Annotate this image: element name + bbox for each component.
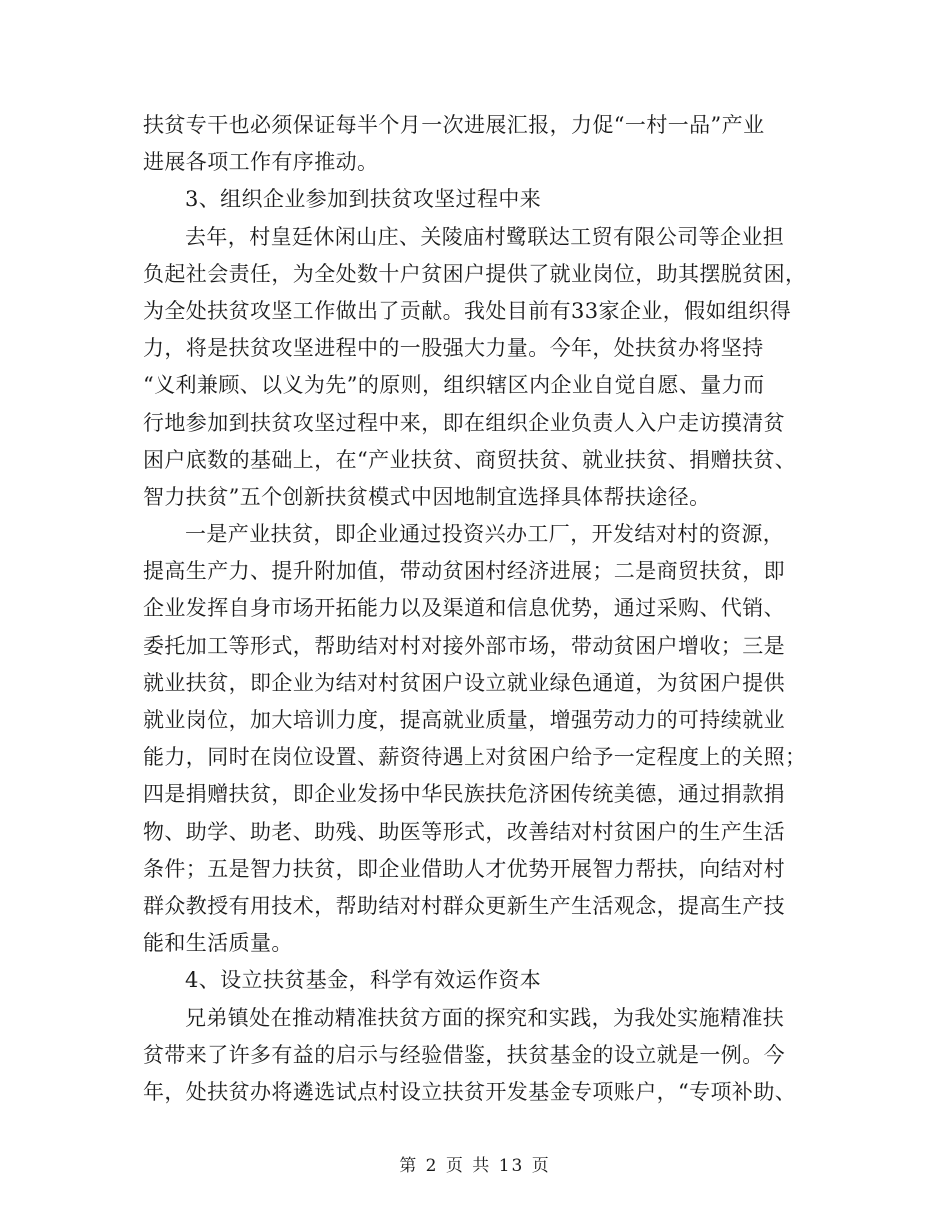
text-line: 企业发挥自身市场开拓能力以及渠道和信息优势，通过采购、代销、	[143, 596, 785, 621]
text-line: 四是捐赠扶贫，即企业发扬中华民族扶危济困传统美德，通过捐款捐	[143, 782, 785, 807]
text-line: “义利兼顾、以义为先”的原则，组织辖区内企业自觉自愿、量力而	[143, 373, 765, 398]
text-line: 提高生产力、提升附加值，带动贫困村经济进展；二是商贸扶贫，即	[143, 559, 785, 584]
text-line: 贫带来了许多有益的启示与经验借鉴，扶贫基金的设立就是一例。今	[143, 1042, 785, 1067]
text-line: 智力扶贫”五个创新扶贫模式中因地制宜选择具体帮扶途径。	[143, 484, 711, 509]
text-line: 物、助学、助老、助残、助医等形式，改善结对村贫困户的生产生活	[143, 819, 785, 844]
text-line: 力，将是扶贫攻坚进程中的一股强大力量。今年，处扶贫办将坚持	[143, 336, 764, 361]
text-line: 去年，村皇廷休闲山庄、关陵庙村鹭联达工贸有限公司等企业担	[185, 224, 785, 249]
text-line: 就业扶贫，即企业为结对村贫困户设立就业绿色通道，为贫困户提供	[143, 670, 785, 695]
text-line: 一是产业扶贫，即企业通过投资兴办工厂，开发结对村的资源，	[185, 522, 785, 547]
text-line: 扶贫专干也必须保证每半个月一次进展汇报，力促“一村一品”产业	[143, 113, 765, 137]
text-line: 4、设立扶贫基金，科学有效运作资本	[185, 968, 542, 993]
text-line: 条件；五是智力扶贫，即企业借助人才优势开展智力帮扶，向结对村	[143, 856, 785, 881]
text-line: 负起社会责任，为全处数十户贫困户提供了就业岗位，助其摆脱贫困，	[143, 261, 807, 286]
text-line: 群众教授有用技术，帮助结对村群众更新生产生活观念，提高生产技	[143, 893, 785, 918]
text-line: 能和生活质量。	[143, 931, 293, 956]
page-footer: 第 2 页 共 13 页	[399, 1156, 551, 1176]
text-line: 就业岗位，加大培训力度，提高就业质量，增强劳动力的可持续就业	[143, 708, 785, 732]
text-line: 兄弟镇处在推动精准扶贫方面的探究和实践，为我处实施精准扶	[185, 1005, 785, 1030]
text-line: 委托加工等形式，帮助结对村对接外部市场，带动贫困户增收；三是	[143, 633, 785, 658]
text-line: 3、组织企业参加到扶贫攻坚过程中来	[185, 187, 542, 212]
text-line: 进展各项工作有序推动。	[143, 150, 379, 175]
text-line: 年，处扶贫办将遴选试点村设立扶贫开发基金专项账户，“专项补助、	[143, 1079, 797, 1104]
text-line: 行地参加到扶贫攻坚过程中来，即在组织企业负责人入户走访摸清贫	[143, 410, 785, 435]
text-line: 能力，同时在岗位设置、薪资待遇上对贫困户给予一定程度上的关照；	[143, 745, 807, 770]
text-line: 为全处扶贫攻坚工作做出了贡献。我处目前有33家企业，假如组织得	[143, 298, 792, 323]
text-line: 困户底数的基础上，在“产业扶贫、商贸扶贫、就业扶贫、捐赠扶贫、	[143, 447, 797, 472]
document-body	[143, 107, 808, 1111]
